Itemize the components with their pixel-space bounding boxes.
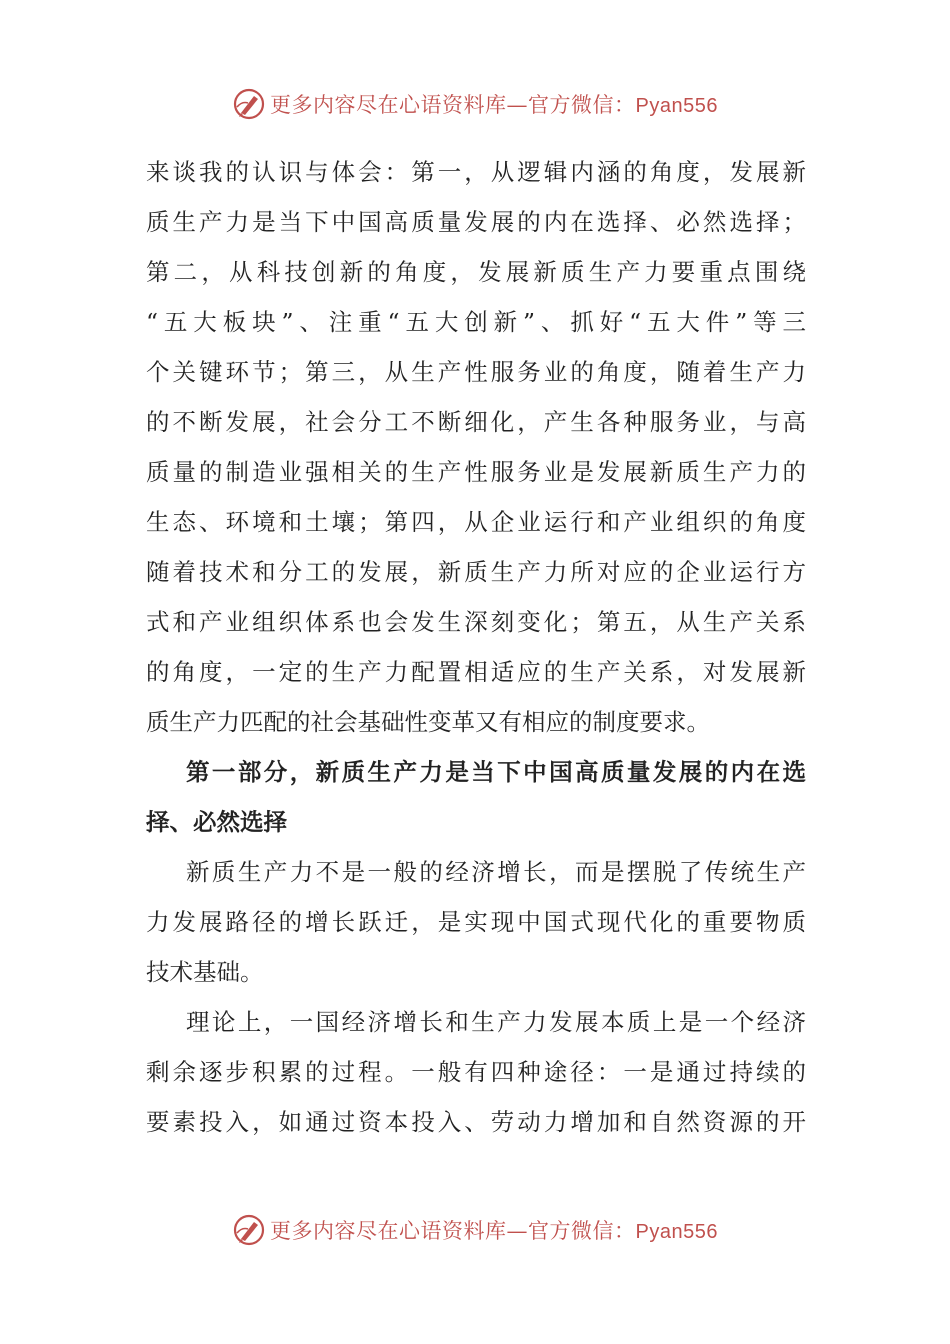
text-line: 个关键环节；第三，从生产性服务业的角度，随着生产力 xyxy=(146,358,806,386)
text-line: 来谈我的认识与体会：第一，从逻辑内涵的角度，发展新 xyxy=(146,158,806,186)
watermark-text: 更多内容尽在心语资料库—官方微信：Pyan556 xyxy=(270,93,718,117)
text-line: 的角度，一定的生产力配置相适应的生产关系，对发展新 xyxy=(146,658,806,686)
text-line: 新质生产力不是一般的经济增长，而是摆脱了传统生产 xyxy=(186,858,806,886)
wechat-handle: Pyan556 xyxy=(635,95,718,117)
text-line: “五大板块”、注重“五大创新”、抓好“五大件”等三 xyxy=(146,308,806,336)
text-line: 力发展路径的增长跃迁，是实现中国式现代化的重要物质 xyxy=(146,908,806,936)
text-line: 质生产力是当下中国高质量发展的内在选择、必然选择； xyxy=(146,208,806,236)
text-line: 的不断发展，社会分工不断细化，产生各种服务业，与高 xyxy=(146,408,806,436)
text-line: 式和产业组织体系也会发生深刻变化；第五，从生产关系 xyxy=(146,608,806,636)
pen-logo-icon xyxy=(232,87,266,121)
text-line: 随着技术和分工的发展，新质生产力所对应的企业运行方 xyxy=(146,558,806,586)
pen-logo-icon xyxy=(232,1213,266,1247)
watermark-text: 更多内容尽在心语资料库—官方微信：Pyan556 xyxy=(270,1219,718,1243)
text-line: 剩余逐步积累的过程。一般有四种途径：一是通过持续的 xyxy=(146,1058,806,1086)
text-line: 技术基础。 xyxy=(146,958,264,986)
text-line: 质量的制造业强相关的生产性服务业是发展新质生产力的 xyxy=(146,458,806,486)
text-line: 质生产力匹配的社会基础性变革又有相应的制度要求。 xyxy=(146,708,710,736)
wechat-handle: Pyan556 xyxy=(635,1221,718,1243)
document-body xyxy=(146,147,806,1147)
footer-watermark-banner xyxy=(0,1210,950,1250)
text-line: 第二，从科技创新的角度，发展新质生产力要重点围绕 xyxy=(146,258,806,286)
section-heading: 第一部分，新质生产力是当下中国高质量发展的内在选 xyxy=(186,758,806,786)
text-line: 要素投入，如通过资本投入、劳动力增加和自然资源的开 xyxy=(146,1108,806,1136)
section-heading: 择、必然选择 xyxy=(146,808,287,836)
text-line: 生态、环境和土壤；第四，从企业运行和产业组织的角度 xyxy=(146,508,806,536)
text-line: 理论上，一国经济增长和生产力发展本质上是一个经济 xyxy=(186,1008,806,1036)
header-watermark-banner xyxy=(0,84,950,124)
